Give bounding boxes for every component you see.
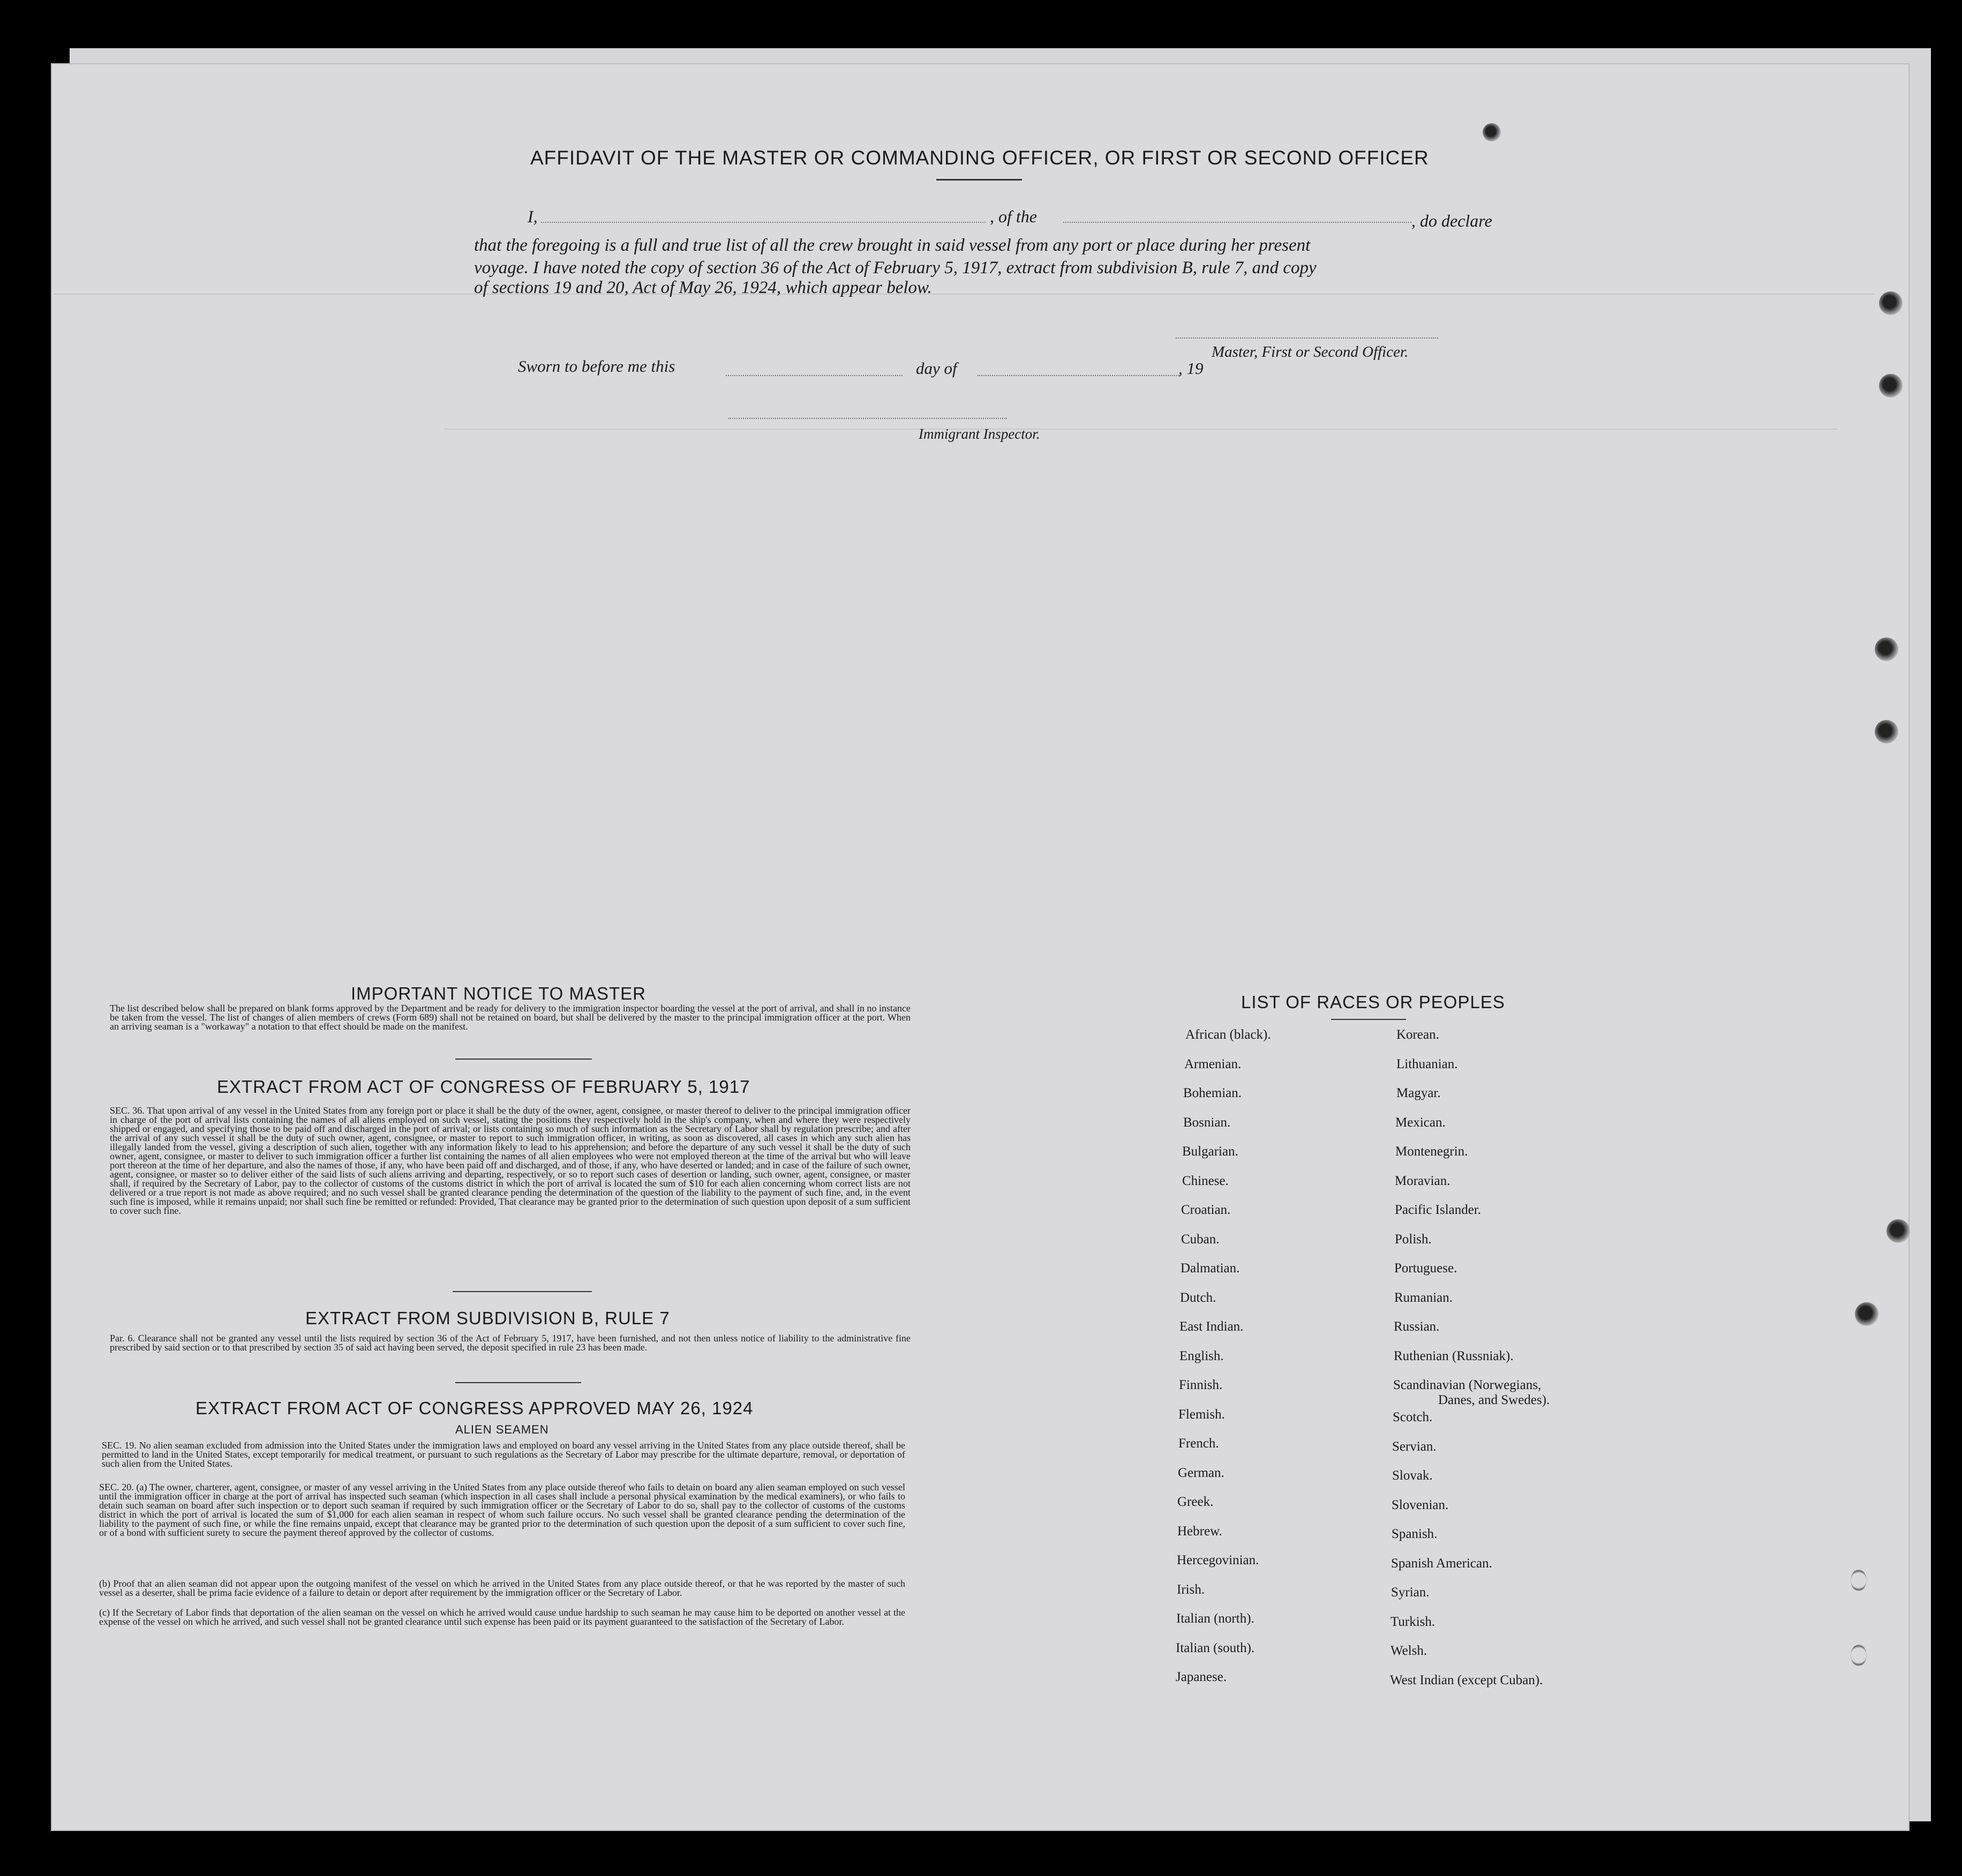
sworn-month-field[interactable] bbox=[978, 375, 1181, 376]
race-item: French. bbox=[1178, 1436, 1219, 1451]
extract-1924-subheading: ALIEN SEAMEN bbox=[455, 1423, 549, 1436]
race-item: Armenian. bbox=[1184, 1056, 1242, 1071]
inspector-signature-field[interactable] bbox=[728, 418, 1007, 419]
extract-1917-heading: EXTRACT FROM ACT OF CONGRESS OF FEBRUARY 5, 1917 bbox=[217, 1077, 750, 1097]
binder-hole-icon bbox=[1855, 1302, 1878, 1326]
extract-1917-text: SEC. 36. That upon arrival of any vessel in the United States from any foreign port or place it shall be the duty of the owner, agent, consignee, or master thereof to deliver to the principal immigration officer in charge of the port of arrival lists containing the names of all aliens employed on such vessel, stating the positions they respectively hold in the ship's company, when and where they were respectively shipped or engaged, and specifying those to be paid off and discharged in the port of arrival; or lists containing so much of such information as the Secretary of Labor shall by regulation prescribe; and after the arrival of any such vessel it shall be the duty of such owner, agent, consignee, or master to report to such immigration officer, in writing, as soon as discovered, all cases in which any such alien has illegally landed from the vessel, giving a description of such alien, together with any information likely to lead to his apprehension; and before the departure of any such vessel it shall be the duty of such owner, agent, consignee, or master to deliver to such immigration officer a further list containing the names of all alien employees who were not employed thereon at the time of the arrival but who will leave port thereon at the time of her departure, and also the names of those, if any, who have been paid off and discharged, and of those, if any, who have deserted or landed; and in case of the failure of such owner, agent, consignee, or master so to deliver either of the said lists of such aliens arriving and departing, respectively, or so to report such cases of desertion or landing, such owner, agent, consignee, or master shall, if required by the Secretary of Labor, pay to the collector of customs of the customs district in which the port of arrival is located the sum of $10 for each alien concerning whom correct lists are not delivered or a true report is not made as above required; and no such vessel shall be granted clearance pending the determination of the question of the liability to the payment of such fine, and, in the event such fine is imposed, while it remains unpaid; nor shall such fine be remitted or refunded: Provided, That clearance may be granted prior to the determination of such question upon deposit of a sum sufficient to cover such fine. bbox=[110, 1105, 911, 1216]
of-the-label: , of the bbox=[990, 207, 1037, 226]
race-item: Slovenian. bbox=[1392, 1497, 1449, 1512]
race-item: Magyar. bbox=[1396, 1086, 1441, 1100]
sec20c-text: (c) If the Secretary of Labor finds that deportation of the alien seaman on the vessel on which he arrived would cause undue hardship to such seaman he may cause him to be deported on another vessel at the expense of the vessel on which he arrived, and such vessel shall not be granted clearance until such expense has been paid or its payment guaranteed to the satisfaction of the Secretary of Labor. bbox=[99, 1607, 905, 1627]
rule7-text: Par. 6. Clearance shall not be granted any vessel until the lists required by section 36 of the Act of February 5, 1917, have been furnished, and not then unless notice of liability to the administrative fine prescribed by said section or to that prescribed by section 35 of said act having been served, the deposit specified in rule 23 has been made. bbox=[110, 1333, 911, 1353]
race-item: Montenegrin. bbox=[1395, 1144, 1468, 1159]
name-blank-field[interactable] bbox=[541, 222, 986, 223]
rule7-heading: EXTRACT FROM SUBDIVISION B, RULE 7 bbox=[305, 1308, 670, 1328]
race-item: Pacific Islander. bbox=[1395, 1203, 1482, 1217]
section-rule bbox=[453, 1291, 592, 1292]
sec20a-text: SEC. 20. (a) The owner, charterer, agent, consignee, or master of any vessel arriving in the United States from any place outside thereof who fails to detain on board any alien seaman employed on such vessel until the immigration officer in charge at the port of arrival has inspected such seaman (which inspection in all cases shall include a personal physical examination by the medical examiners), or who fails to detain such seaman on board after such inspection or to deport such seaman if required by such immigration officer or the Secretary of Labor to do so, shall pay to the collector of customs of the customs district in which the port of arrival is located the sum of $1,000 for each alien seaman in respect of whom such failure occurs. No such vessel shall be granted clearance pending the determination of the liability to the payment of such fine, or while the fine remains unpaid, except that clearance may be granted prior to the determination of such question upon the deposit of a sum sufficient to cover such fine, or of a bond with sufficient surety to secure the payment thereof approved by the collector of customs. bbox=[99, 1482, 905, 1538]
race-item: West Indian (except Cuban). bbox=[1390, 1672, 1543, 1687]
binder-hole-icon bbox=[1879, 374, 1903, 397]
race-item: Spanish. bbox=[1392, 1527, 1438, 1541]
race-item: Hercegovinian. bbox=[1177, 1553, 1259, 1567]
race-item: Bosnian. bbox=[1183, 1115, 1231, 1130]
race-item: Italian (south). bbox=[1176, 1640, 1255, 1655]
affidavit-body-line: that the foregoing is a full and true list of all the crew brought in said vessel from any port or place during her present bbox=[474, 236, 1311, 255]
inspector-label: Immigrant Inspector. bbox=[919, 426, 1040, 442]
race-item: Bohemian. bbox=[1183, 1086, 1242, 1100]
affidavit-body-line: of sections 19 and 20, Act of May 26, 1924, which appear below. bbox=[474, 278, 932, 297]
race-item: Flemish. bbox=[1178, 1407, 1225, 1422]
vessel-blank-field[interactable] bbox=[1063, 222, 1411, 223]
race-item: Korean. bbox=[1396, 1027, 1439, 1042]
section-rule bbox=[455, 1382, 581, 1383]
race-item-continuation: Danes, and Swedes). bbox=[1438, 1393, 1550, 1407]
race-item: English. bbox=[1179, 1348, 1224, 1363]
race-item: Polish. bbox=[1395, 1232, 1432, 1247]
race-item: Mexican. bbox=[1395, 1115, 1446, 1130]
bleed-through-rule bbox=[54, 294, 1875, 295]
bleed-through-rule bbox=[445, 429, 1837, 430]
races-left-column bbox=[1176, 1027, 1271, 1699]
race-item: Lithuanian. bbox=[1396, 1056, 1458, 1071]
race-item: Dutch. bbox=[1180, 1290, 1216, 1305]
race-item: Russian. bbox=[1394, 1319, 1440, 1334]
race-item: Chinese. bbox=[1182, 1173, 1229, 1188]
binder-hole-icon bbox=[1879, 291, 1903, 315]
sworn-label: Sworn to before me this bbox=[518, 357, 675, 376]
race-item: Finnish. bbox=[1179, 1378, 1223, 1392]
race-item: Syrian. bbox=[1391, 1585, 1430, 1600]
document-page bbox=[51, 63, 1910, 1831]
race-item: Bulgarian. bbox=[1182, 1144, 1238, 1159]
affidavit-body-line: voyage. I have noted the copy of section 36 of the Act of February 5, 1917, extract from subdivision B, rule 7, and copy bbox=[474, 258, 1317, 277]
year-label: , 19 bbox=[1178, 359, 1204, 378]
notice-heading: IMPORTANT NOTICE TO MASTER bbox=[351, 984, 647, 1003]
race-item: Dalmatian. bbox=[1181, 1261, 1240, 1275]
race-item: African (black). bbox=[1185, 1027, 1271, 1042]
notice-text: The list described below shall be prepared on blank forms approved by the Department and be ready for delivery to the immigration inspector boarding the vessel at the port of arrival, and shall in no instance be taken from the vessel. The list of changes of alien members of crews (Form 689) shall not be retained on board, but shall be delivered by the master to the principal immigration officer at the port. When an arriving seaman is a "workaway" a notation to that effect should be made on the manifest. bbox=[110, 1003, 911, 1032]
binder-hole-icon bbox=[1875, 637, 1898, 661]
extract-1924-heading: EXTRACT FROM ACT OF CONGRESS APPROVED MAY 26, 1924 bbox=[196, 1398, 754, 1418]
binder-hole-icon bbox=[1851, 1570, 1867, 1591]
race-item: Moravian. bbox=[1395, 1173, 1450, 1188]
race-item: Servian. bbox=[1392, 1439, 1437, 1454]
binder-hole-icon bbox=[1886, 1219, 1910, 1243]
race-item: Greek. bbox=[1177, 1495, 1214, 1509]
binder-hole-icon bbox=[1851, 1645, 1867, 1666]
race-item: Rumanian. bbox=[1394, 1290, 1453, 1305]
day-of-label: day of bbox=[916, 359, 957, 378]
affidavit-title: AFFIDAVIT OF THE MASTER OR COMMANDING OFFICER, OR FIRST OR SECOND OFFICER bbox=[530, 147, 1429, 169]
section-rule bbox=[455, 1059, 592, 1060]
races-right-column bbox=[1390, 1027, 1550, 1702]
sworn-day-field[interactable] bbox=[726, 375, 903, 376]
binder-hole-icon bbox=[1483, 123, 1501, 141]
race-item: East Indian. bbox=[1179, 1319, 1244, 1334]
race-item: Cuban. bbox=[1181, 1232, 1220, 1247]
title-rule bbox=[936, 179, 1022, 181]
race-item: Italian (north). bbox=[1176, 1611, 1254, 1626]
race-item: Irish. bbox=[1177, 1582, 1205, 1597]
race-item: German. bbox=[1178, 1465, 1224, 1480]
race-item: Welsh. bbox=[1390, 1644, 1427, 1658]
races-heading: LIST OF RACES OR PEOPLES bbox=[1241, 992, 1505, 1012]
do-declare-label: , do declare bbox=[1411, 211, 1492, 230]
race-item: Portuguese. bbox=[1394, 1261, 1457, 1275]
race-item: Spanish American. bbox=[1391, 1556, 1492, 1571]
binder-hole-icon bbox=[1875, 720, 1898, 744]
master-signature-field[interactable] bbox=[1176, 337, 1438, 339]
master-label: Master, First or Second Officer. bbox=[1212, 343, 1409, 361]
race-item: Hebrew. bbox=[1177, 1524, 1222, 1539]
race-item: Scandinavian (Norwegians, bbox=[1393, 1378, 1542, 1392]
race-item: Scotch. bbox=[1393, 1410, 1433, 1424]
i-label: I, bbox=[528, 207, 538, 226]
race-item: Slovak. bbox=[1392, 1468, 1433, 1483]
sec19-text: SEC. 19. No alien seaman excluded from admission into the United States under the immigration laws and employed on board any vessel arriving in the United States from any place outside thereof, shall be permitted to land in the United States, except temporarily for medical treatment, or pursuant to such regulations as the Secretary of Labor may prescribe for the ultimate departure, removal, or deportation of such alien from the United States. bbox=[102, 1440, 905, 1469]
sec20b-text: (b) Proof that an alien seaman did not appear upon the outgoing manifest of the vessel on which he arrived in the United States from any place outside thereof, or that he was reported by the master of such vessel as a deserter, shall be prima facie evidence of a failure to detain or deport after requirement by the immigration officer or the Secretary of Labor. bbox=[99, 1578, 905, 1598]
race-item: Japanese. bbox=[1176, 1670, 1227, 1684]
race-item: Turkish. bbox=[1390, 1614, 1435, 1629]
races-rule bbox=[1331, 1019, 1406, 1020]
race-item: Ruthenian (Russniak). bbox=[1394, 1348, 1514, 1363]
race-item: Croatian. bbox=[1181, 1203, 1231, 1217]
